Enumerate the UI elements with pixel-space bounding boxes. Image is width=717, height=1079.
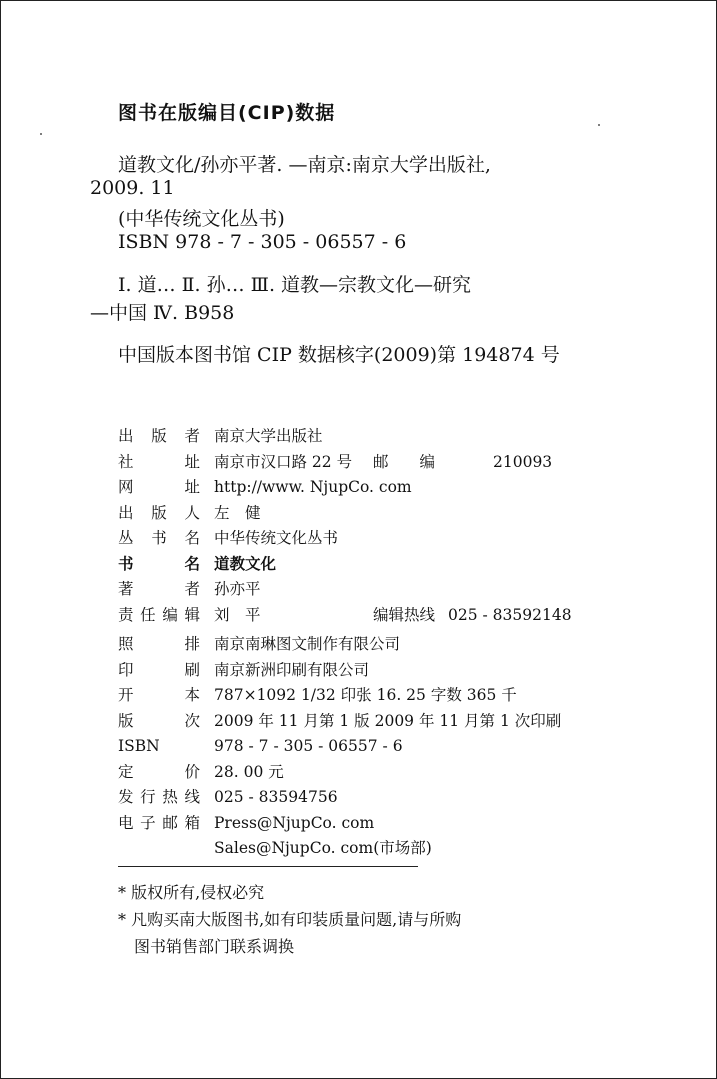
cip-line-3: (中华传统文化丛书) [118, 208, 285, 230]
field-value: 2009 年 11 月第 1 版 2009 年 11 月第 1 次印刷 [214, 711, 562, 730]
cip-record-number: 中国版本图书馆 CIP 数据核字(2009)第 194874 号 [118, 344, 560, 366]
field-label: 丛 书 名 [118, 529, 200, 547]
extra-label: 编辑热线 [373, 605, 436, 624]
quality-note-continued: 图书销售部门联系调换 [134, 937, 295, 956]
field-value: 南京新洲印刷有限公司 [214, 660, 370, 679]
field-value: 南京南琳图文制作有限公司 [214, 635, 401, 653]
field-label: 出 版 者 [118, 427, 200, 445]
field-label: 网 址 [118, 478, 200, 496]
field-label: 开 本 [118, 686, 200, 704]
field-label: 电 子 邮 箱 [118, 813, 200, 832]
cip-line-1: 道教文化/孙亦平著. —南京:南京大学出版社, [118, 154, 491, 176]
field-value: 孙亦平 [214, 580, 261, 598]
field-label: 发 行 热 线 [118, 788, 200, 806]
field-label: ISBN [118, 737, 160, 755]
cip-line-5: Ⅰ. 道… Ⅱ. 孙… Ⅲ. 道教—宗教文化—研究 [118, 274, 472, 296]
field-label: 著 者 [118, 580, 200, 598]
field-value: 道教文化 [214, 553, 277, 573]
field-label: 印 刷 [118, 660, 200, 679]
field-value: http://www. NjupCo. com [214, 478, 412, 496]
field-value: 刘 平 [214, 605, 261, 624]
field-label: 定 价 [118, 762, 200, 781]
cip-heading: 图书在版编目(CIP)数据 [118, 102, 336, 124]
cip-isbn-line: ISBN 978 - 7 - 305 - 06557 - 6 [118, 231, 407, 253]
scan-speck [40, 133, 42, 135]
field-label: 书 名 [118, 553, 200, 573]
extra-value: 025 - 83592148 [448, 605, 572, 624]
field-label: 版 次 [118, 711, 200, 730]
field-value: 南京大学出版社 [214, 427, 323, 445]
scan-speck [598, 124, 600, 126]
field-value: Press@NjupCo. com [214, 813, 375, 832]
field-value: 中华传统文化丛书 [214, 529, 339, 547]
cip-line-6: —中国 Ⅳ. B958 [90, 302, 235, 324]
field-value: 左 健 [214, 503, 261, 522]
copyright-note: * 版权所有,侵权必究 [118, 883, 265, 902]
field-label: 责 任 编 辑 [118, 605, 200, 624]
divider-line [118, 866, 418, 867]
field-label: 出 版 人 [118, 503, 200, 522]
field-value: 025 - 83594756 [214, 788, 338, 806]
field-value: 787×1092 1/32 印张 16. 25 字数 365 千 [214, 686, 517, 704]
field-label: 照 排 [118, 635, 200, 653]
cip-line-2: 2009. 11 [90, 177, 175, 199]
extra-label: 邮 编 [373, 452, 436, 471]
field-label: 社 址 [118, 452, 200, 471]
quality-note: * 凡购买南大版图书,如有印装质量问题,请与所购 [118, 910, 462, 929]
extra-value: 210093 [493, 452, 553, 471]
field-value: 978 - 7 - 305 - 06557 - 6 [214, 737, 403, 755]
field-value: 28. 00 元 [214, 762, 284, 781]
field-value: 南京市汉口路 22 号 [214, 452, 353, 471]
field-value: Sales@NjupCo. com(市场部) [214, 839, 432, 857]
